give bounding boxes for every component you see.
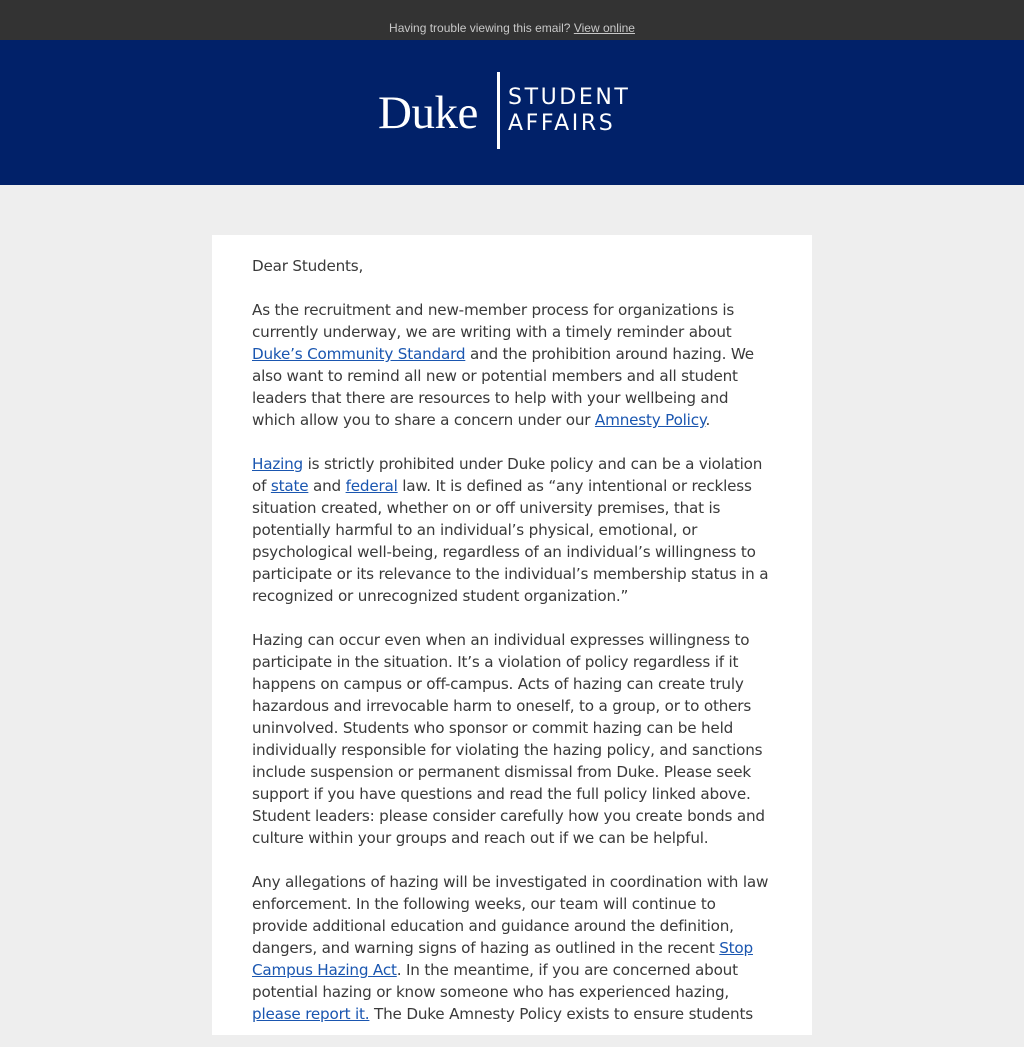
logo-student-text: STUDENT: [508, 85, 631, 110]
p2-text-c: law. It is defined as “any intentional or reckless situation created, whether on or off university premises, that is potentially harmful to an individual’s physical, emotional, or psychological well-being, regardless of an individual’s willingness to participate or its relevance to the individual’s membership status in a recognized or unrecognized student organization.”: [252, 477, 769, 605]
federal-law-link[interactable]: federal: [345, 477, 398, 495]
p4-text-c: The Duke Amnesty Policy exists to ensure students: [369, 1005, 753, 1023]
logo-divider: [497, 72, 500, 149]
logo-affairs-text: AFFAIRS: [508, 111, 616, 136]
paragraph-hazing-consequences: Hazing can occur even when an individual expresses willingness to participate in the situation. It’s a violation of policy regardless if it happens on campus or off-campus. Acts of hazing can create truly hazardous and irrevocable harm to oneself, to a group, or to others uninvolved. Students who sponsor or commit hazing can be held individually responsible for violating the hazing policy, and sanctions include suspension or permanent dismissal from Duke. Please seek support if you have questions and read the full policy linked above. Student leaders: please consider carefully how you create bonds and culture within your groups and reach out if we can be helpful.: [252, 631, 765, 847]
duke-student-affairs-logo[interactable]: [378, 72, 648, 150]
stop-campus-hazing-act-link[interactable]: Stop Campus Hazing Act: [252, 939, 753, 979]
email-content: [252, 255, 774, 1047]
view-online-bar: [0, 0, 1024, 40]
greeting: Dear Students,: [252, 257, 364, 275]
logo-duke-wordmark: Duke: [378, 87, 478, 139]
view-online-link[interactable]: View online: [573, 21, 635, 35]
p1-text-b: and the prohibition around hazing. We also want to remind all new or potential members and all student leaders that there are resources to help with your wellbeing and which allow you to share a concern under our: [252, 345, 754, 429]
paragraph-recruitment: [252, 299, 774, 431]
state-law-link[interactable]: state: [270, 477, 309, 495]
p1-text-a: As the recruitment and new-member process for organizations is currently underway, we are writing with a timely reminder about: [252, 301, 735, 341]
email-body-card: [212, 235, 812, 1035]
amnesty-policy-link[interactable]: Amnesty Policy: [594, 411, 706, 429]
trouble-viewing-text: Having trouble viewing this email?: [389, 21, 571, 35]
p2-text-b: and: [308, 477, 346, 495]
p4-text-a: Any allegations of hazing will be investigated in coordination with law enforcement. In the following weeks, our team will continue to provide additional education and guidance around the definition, dangers, and warning signs of hazing as outlined in the recent: [252, 873, 769, 957]
p1-text-c: .: [705, 411, 711, 429]
p2-text-a: is strictly prohibited under Duke policy and can be a violation of: [252, 455, 763, 495]
email-header: [0, 40, 1024, 185]
community-standard-link[interactable]: Duke’s Community Standard: [252, 345, 466, 363]
paragraph-allegations: [252, 871, 774, 1025]
hazing-link[interactable]: Hazing: [252, 455, 303, 473]
paragraph-hazing-definition: [252, 453, 774, 607]
p4-text-b: . In the meantime, if you are concerned about potential hazing or know someone who has experienced hazing,: [252, 961, 738, 1001]
report-it-link[interactable]: please report it.: [252, 1005, 370, 1023]
